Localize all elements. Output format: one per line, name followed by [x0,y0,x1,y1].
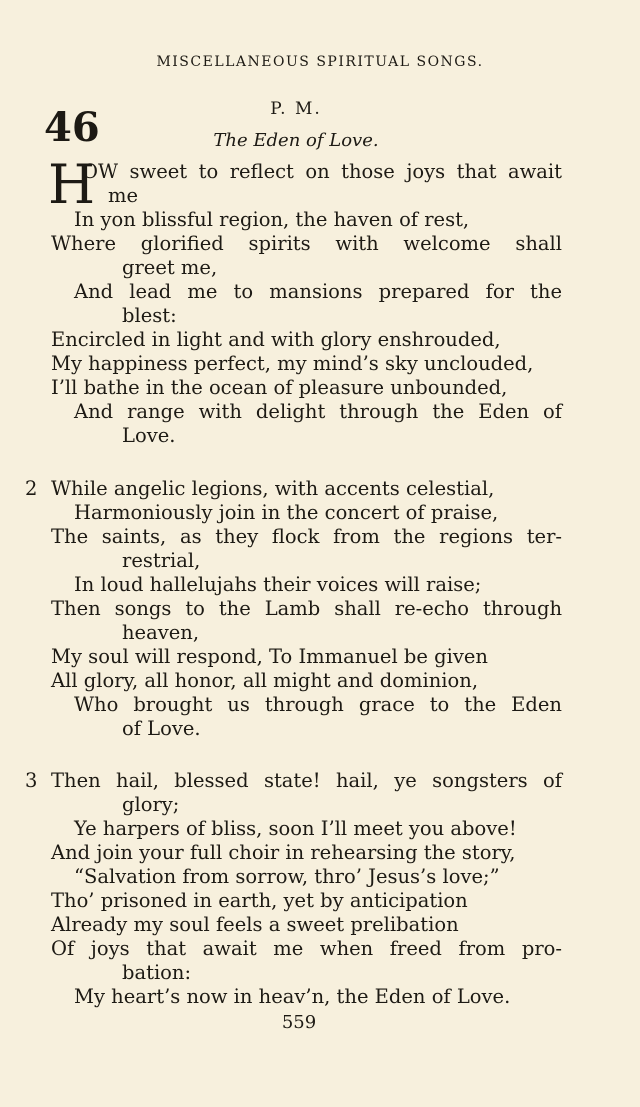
stanza-3-line-7: Already my soul feels a sweet prelibation [51,913,459,936]
stanza-3-line-8: Of joys that await me when freed from pro- [51,937,562,960]
stanza-1-line-5: greet me, [122,256,218,279]
stanza-1-line-12: Love. [122,424,176,447]
hymn-meter: P. M. [270,99,322,119]
stanza-3-line-2: glory; [122,793,180,816]
stanza-3-line-6: Tho’ prisoned in earth, yet by anticipation [51,889,468,912]
stanza-1-line-1: OW sweet to reflect on those joys that await [82,160,562,183]
stanza-2-number: 2 [25,477,38,500]
page-number: 559 [281,1012,317,1033]
drop-cap: H [48,153,96,216]
hymn-number: 46 [44,104,100,151]
stanza-2-line-9: All glory, all honor, all might and dominion, [51,669,479,692]
stanza-3-line-4: And join your full choir in rehearsing the story, [51,841,516,864]
stanza-3-line-10: My heart’s now in heav’n, the Eden of Love. [74,985,511,1008]
stanza-1-line-6: And lead me to mansions prepared for the [74,280,562,303]
stanza-2-line-4: restrial, [122,549,201,572]
stanza-2-line-7: heaven, [122,621,200,644]
stanza-3-line-9: bation: [122,961,192,984]
stanza-1-line-7: blest: [122,304,177,327]
stanza-1-line-8: Encircled in light and with glory enshrouded, [51,328,501,351]
stanza-2-line-11: of Love. [122,717,201,740]
stanza-1-line-10: I’ll bathe in the ocean of pleasure unbounded, [51,376,508,399]
stanza-3-line-3: Ye harpers of bliss, soon I’ll meet you above! [74,817,517,840]
stanza-3-line-5: “Salvation from sorrow, thro’ Jesus’s love;” [74,865,500,888]
stanza-1-line-2: me [108,184,139,207]
stanza-1-line-11: And range with delight through the Eden of [74,400,562,423]
stanza-2-line-6: Then songs to the Lamb shall re-echo through [51,597,562,620]
stanza-3-number: 3 [25,769,38,792]
stanza-1-line-4: Where glorified spirits with welcome shall [51,232,562,255]
stanza-1-line-3: In yon blissful region, the haven of rest, [74,208,470,231]
stanza-2-line-5: In loud hallelujahs their voices will raise; [74,573,482,596]
stanza-2-line-1: While angelic legions, with accents celestial, [51,477,495,500]
stanza-2-line-2: Harmoniously join in the concert of praise, [74,501,499,524]
running-head: MISCELLANEOUS SPIRITUAL SONGS. [156,54,484,70]
stanza-1-line-9: My happiness perfect, my mind’s sky unclouded, [51,352,534,375]
stanza-3-line-1: Then hail, blessed state! hail, ye songsters of [51,769,562,792]
stanza-2-line-3: The saints, as they flock from the regions ter- [51,525,562,548]
stanza-2-line-8: My soul will respond, To Immanuel be given [51,645,488,668]
stanza-2-line-10: Who brought us through grace to the Eden [74,693,562,716]
hymn-title: The Eden of Love. [213,130,379,151]
